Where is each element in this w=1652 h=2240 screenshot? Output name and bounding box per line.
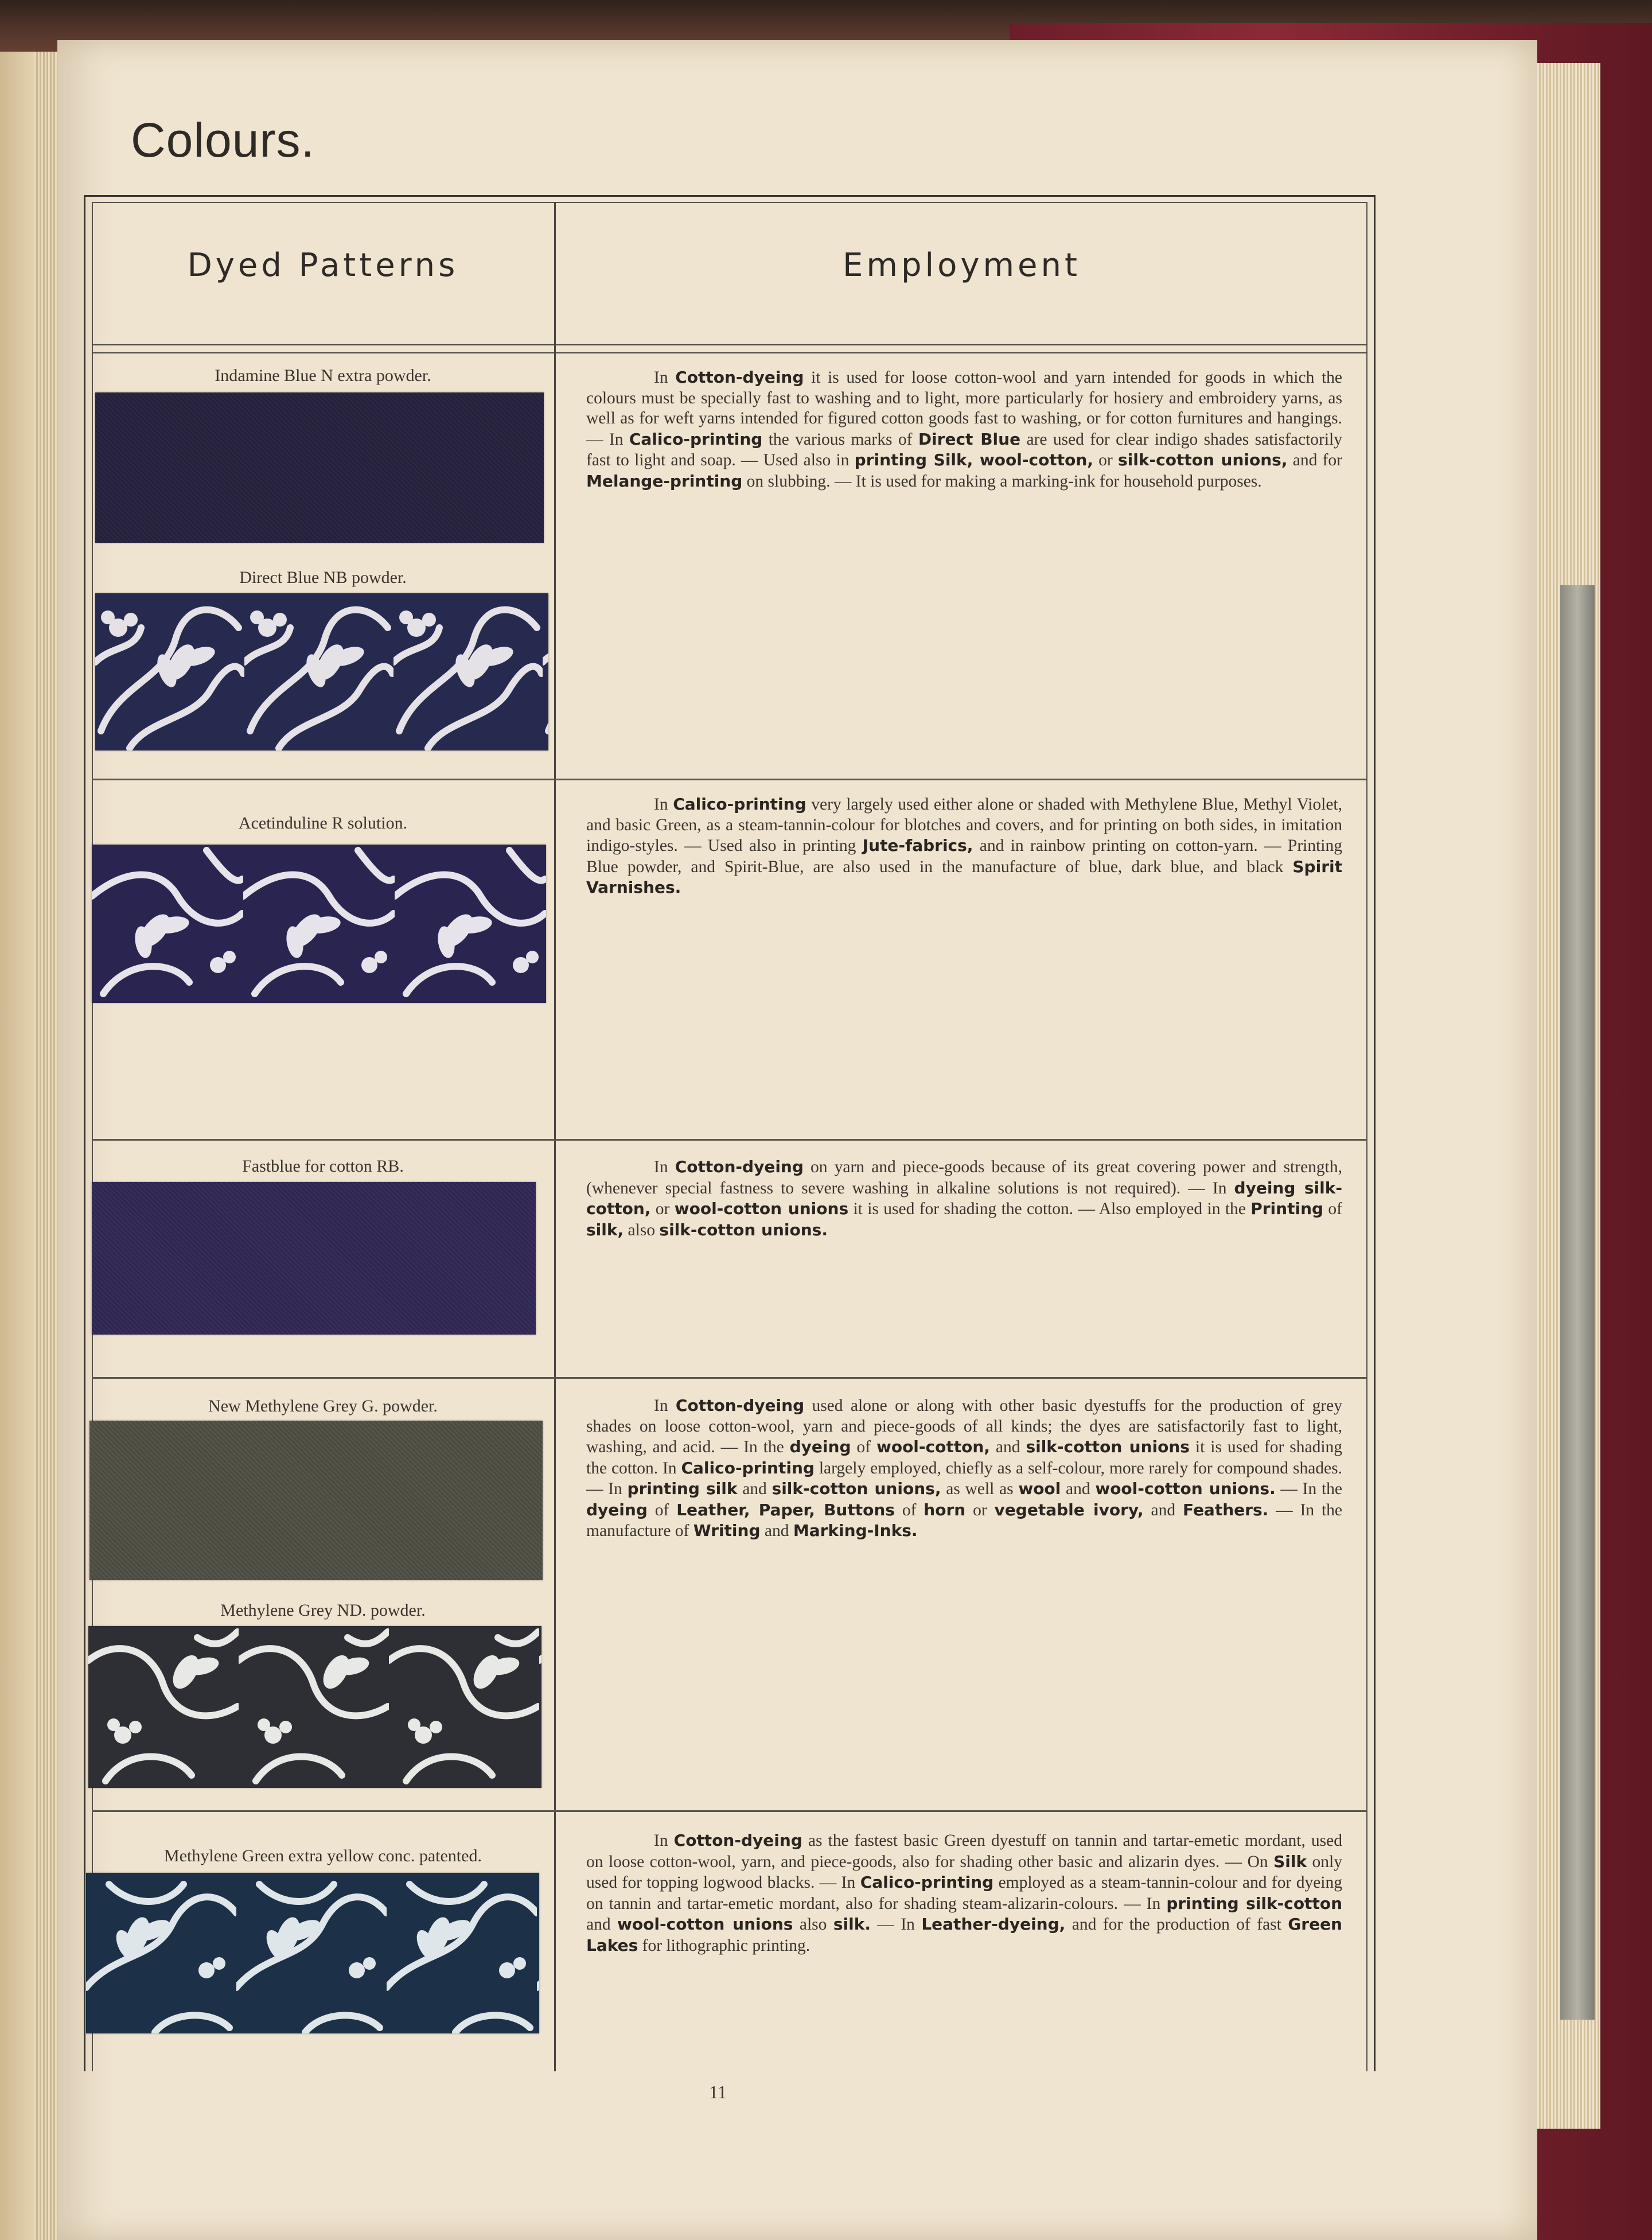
column-header-dyed-patterns: Dyed Patterns (187, 247, 459, 284)
swatch-label: Methylene Green extra yellow conc. patented. (164, 1846, 482, 1865)
emphasized-term: silk-cotton unions (1026, 1437, 1190, 1456)
row-divider (92, 1139, 1367, 1141)
page-title: Colours. (131, 113, 315, 167)
text-run: it is used for shading the cotton. In (586, 1438, 1343, 1477)
text-run: — In the manufacture of (586, 1500, 1342, 1540)
employment-text (586, 1395, 1342, 1542)
text-run: and (737, 1480, 772, 1498)
emphasized-term: Leather, Paper, Buttons (676, 1500, 895, 1519)
text-run: used alone or along with other basic dyestuffs for the production of grey shades on loose cotton-wool, yarn and piece-goods of all kinds; the dyes are satisfactorily fast to light, washing, and acid. — In the (586, 1397, 1342, 1456)
row-divider (92, 1810, 1367, 1812)
emphasized-term: Calico-printing (673, 795, 806, 814)
text-run: only used for topping logwood blacks. — In (586, 1852, 1342, 1892)
emphasized-term: vegetable ivory, (994, 1500, 1144, 1519)
emphasized-term: Cotton-dyeing (673, 1831, 802, 1850)
emphasized-term: Writing (693, 1521, 761, 1540)
text-run: it is used for loose cotton-wool and yarn intended for goods in which the colours must be specially fast to washing and to light, more particularly for hosiery and embroidery yarns, as well as for weft yarns intended for figured cotton goods fast to washing, or for cotton furnitures and hangings. — In (586, 368, 1342, 449)
emphasized-term: Jute-fabrics, (862, 836, 973, 855)
emphasized-term: Direct Blue (918, 429, 1021, 449)
emphasized-term: Cotton-dyeing (675, 1157, 804, 1176)
text-run: and (586, 1915, 618, 1934)
emphasized-term: Calico-printing (629, 429, 763, 449)
column-header-employment: Employment (843, 247, 1081, 284)
text-run: as the fastest basic Green dyestuff on tannin and tartar-emetic mordant, used on loose cotton-wool, yarn, and piece-goods, also for shading other basic and alizarin dyes. — On (586, 1831, 1342, 1871)
text-run: and in rainbow printing on cotton-yarn. — Printing Blue powder, and Spirit-Blue, are also used in the manufacture of blue, dark blue, and black (586, 837, 1342, 876)
swatch-label: Fastblue for cotton RB. (242, 1157, 404, 1176)
row-divider (92, 779, 1367, 780)
emphasized-term: silk-cotton unions, (1118, 450, 1288, 469)
page-number: 11 (709, 2082, 727, 2102)
text-run: In (654, 368, 676, 387)
emphasized-term: horn (924, 1500, 966, 1519)
text-run: also (624, 1220, 660, 1239)
employment-text (586, 367, 1342, 492)
text-run: employed as a steam-tannin-colour and for dyeing on tannin and tartar-emetic mordant, also for shading steam-alizarin-colours. — In (586, 1873, 1342, 1913)
text-run: as well as (941, 1480, 1019, 1498)
emphasized-term: Green Lakes (586, 1915, 1342, 1955)
emphasized-term: silk-cotton unions, (772, 1479, 941, 1498)
emphasized-term: Leather-dyeing, (921, 1915, 1066, 1934)
text-run: on slubbing. — It is used for making a marking-ink for household purposes. (742, 472, 1262, 491)
emphasized-term: Melange-printing (586, 471, 743, 491)
text-run: for lithographic printing. (638, 1936, 811, 1955)
emphasized-term: Printing (1250, 1199, 1324, 1218)
text-run: of (894, 1500, 924, 1519)
fabric-swatch-methylene-green (86, 1873, 539, 2033)
emphasized-term: silk, (586, 1220, 624, 1239)
text-run: In (654, 795, 673, 814)
emphasized-term: dyeing silk-cotton, (586, 1178, 1342, 1218)
emphasized-term: printing silk-cotton (1166, 1893, 1342, 1913)
swatch-label: New Methylene Grey G. powder. (208, 1397, 438, 1415)
text-run: on yarn and piece-goods because of its great covering power and strength, (whenever special fastness to severe washing in alkaline solutions is not required). — In (586, 1158, 1342, 1197)
text-run: the various marks of (762, 430, 918, 449)
swatch-label: Acetinduline R solution. (238, 814, 408, 833)
text-run: — In (870, 1915, 922, 1934)
text-run: or (1093, 451, 1118, 469)
fabric-swatch-indamine-blue (95, 392, 544, 543)
emphasized-term: wool-cotton unions (674, 1199, 849, 1218)
emphasized-term: Calico-printing (860, 1873, 994, 1892)
emphasized-term: silk-cotton unions. (659, 1220, 828, 1239)
text-run: largely employed, chiefly as a self-colour, more rarely for compound shades. — In (586, 1459, 1342, 1498)
text-run: very largely used either alone or shaded with Methylene Blue, Methyl Violet, and basic Green, as a steam-tannin-colour for blotches and covers, and for printing on both sides, in imitation indigo-styles. — Used also in printing (586, 795, 1342, 855)
column-divider (554, 202, 556, 2071)
emphasized-term: wool (1018, 1479, 1061, 1498)
employment-text (586, 1157, 1342, 1240)
swatch-label: Methylene Grey ND. powder. (220, 1601, 426, 1620)
emphasized-term: Spirit Varnishes. (586, 857, 1342, 897)
text-run: In (654, 1158, 675, 1176)
text-run: and (989, 1438, 1026, 1456)
text-run: and (1143, 1500, 1183, 1519)
emphasized-term: wool-cotton unions. (1095, 1479, 1276, 1498)
text-run: of (851, 1438, 876, 1456)
emphasized-term: Cotton-dyeing (675, 1396, 805, 1415)
fabric-swatch-new-methylene-grey (89, 1421, 543, 1580)
text-run: it is used for shading the cotton. — Also employed in the (848, 1200, 1251, 1218)
text-run: or (650, 1200, 675, 1218)
header-rule (92, 352, 1367, 353)
text-run: and for the production of fast (1065, 1915, 1288, 1934)
text-run: and (760, 1522, 793, 1540)
employment-text (586, 794, 1342, 899)
text-run: of (647, 1500, 677, 1519)
row-divider (92, 1377, 1367, 1379)
fabric-swatch-fastblue (92, 1182, 536, 1335)
header-rule (92, 344, 1367, 345)
swatch-label: Indamine Blue N extra powder. (215, 366, 431, 385)
text-run: and for (1287, 451, 1342, 469)
text-run: or (965, 1500, 995, 1519)
text-run: are used for clear indigo shades satisfactorily fast to light and soap. — Used also in (586, 430, 1342, 469)
emphasized-term: Silk (1273, 1852, 1307, 1871)
emphasized-term: wool-cotton, (876, 1437, 990, 1456)
fabric-swatch-methylene-grey (88, 1626, 541, 1788)
text-run: In (654, 1397, 676, 1415)
index-tab (1560, 585, 1595, 2020)
emphasized-term: printing silk (627, 1479, 738, 1498)
text-run: In (654, 1831, 674, 1850)
emphasized-term: Calico-printing (681, 1458, 815, 1477)
text-run: — In the (1275, 1480, 1343, 1498)
emphasized-term: wool-cotton unions (617, 1915, 793, 1934)
emphasized-term: dyeing (789, 1437, 851, 1456)
text-run: and (1061, 1480, 1096, 1498)
text-run: of (1323, 1200, 1342, 1218)
emphasized-term: Feathers. (1182, 1500, 1269, 1519)
fabric-swatch-direct-blue (95, 593, 548, 750)
text-run: also (793, 1915, 833, 1934)
emphasized-term: silk. (833, 1915, 871, 1934)
emphasized-term: printing Silk, wool-cotton, (854, 450, 1093, 469)
emphasized-term: Cotton-dyeing (675, 368, 804, 387)
fabric-swatch-acetinduline (92, 845, 546, 1003)
emphasized-term: Marking-Inks. (793, 1521, 918, 1540)
swatch-label: Direct Blue NB powder. (239, 568, 407, 587)
emphasized-term: dyeing (586, 1500, 648, 1519)
employment-text (586, 1830, 1342, 1956)
